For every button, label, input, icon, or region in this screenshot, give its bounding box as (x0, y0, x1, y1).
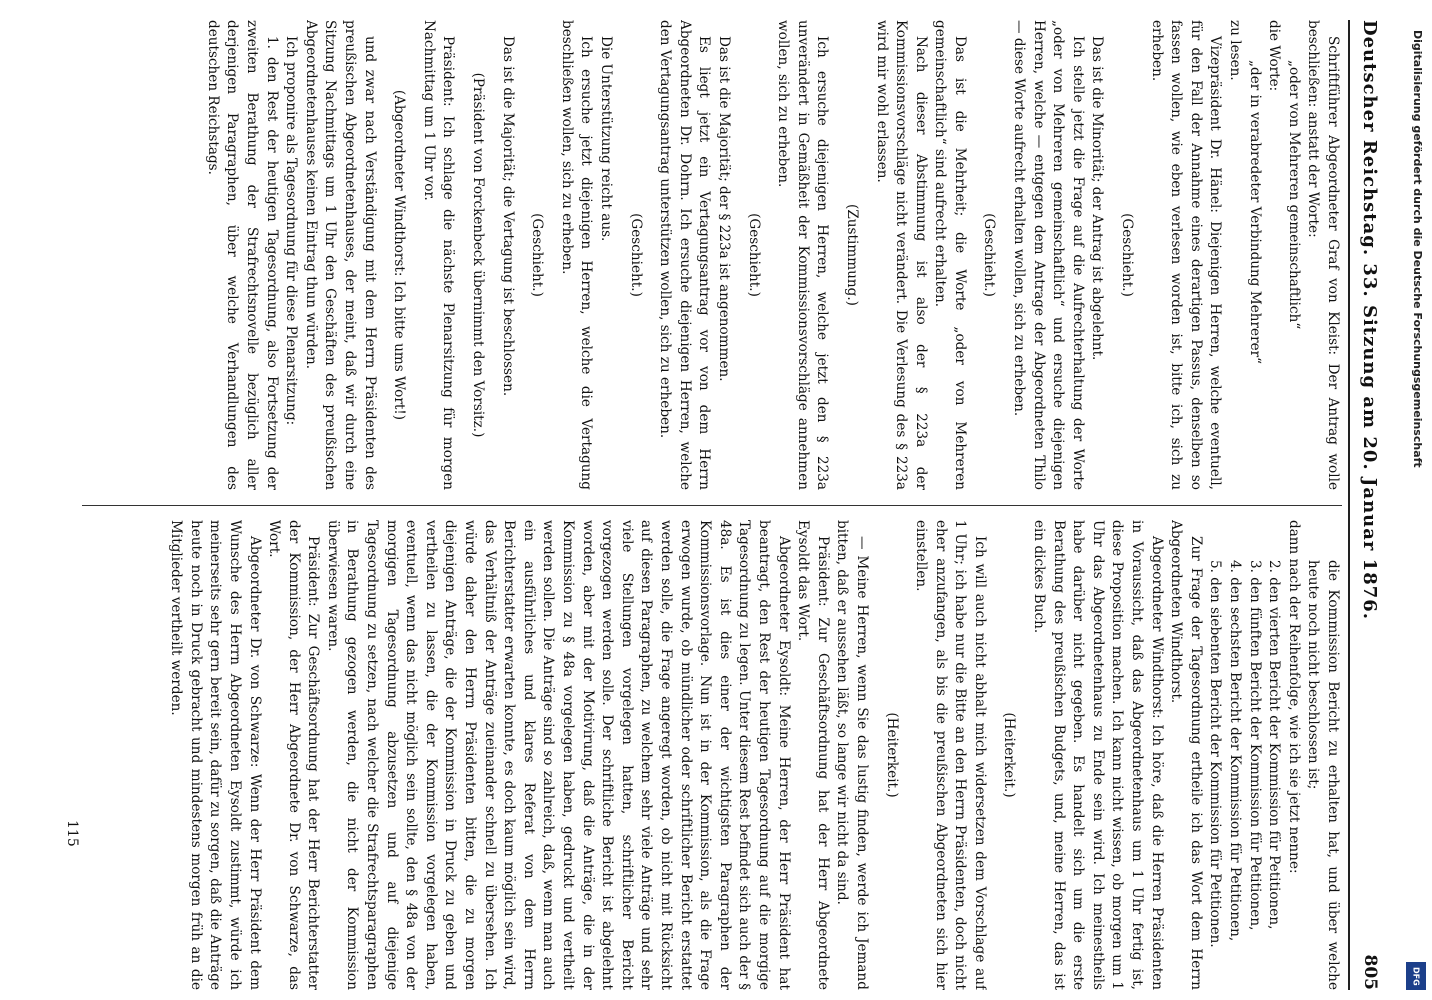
text-paragraph: Präsident: Zur Geschäftsordnung hat der Herr Abgeordnete Eysoldt das Wort. (795, 520, 831, 990)
text-paragraph: Ich will auch nicht abhalt mich widersetzen dem Vorschlage auf 1 Uhr; ich habe nur die Bitte an den Herrn Präsidenten, doch nicht eher anzufangen, als bis die preußischen Abgeordneten sich hier einstellen. (913, 520, 988, 990)
text-paragraph: und zwar nach Verständigung mit dem Herrn Präsidenten des preußischen Abgeordnetenhauses, der meint, daß wir durch eine Sitzung Nachmittags um 1 Uhr den Geschäften des preußischen Abgeordnetenhauses keinen Eintrag thun würden. (302, 20, 378, 490)
column-divider (82, 505, 1342, 506)
text-paragraph: 5. den siebenten Bericht der Kommission für Petitionen. (1207, 560, 1224, 948)
text-paragraph: Nach dieser Abstimmung ist also der § 223a der Kommissionsvorschläge nicht verändert. Die Verlesung des § 223a wird mir wohl erlassen. (873, 20, 929, 490)
text-paragraph: Abgeordneter Dr. von Schwarze: Wenn der Herr Präsident dem Wunsche des Herrn Abgeordneten Eysoldt zustimmt, würde ich meinerseits sehr gern bereit sein, dafür zu sorgen, daß die Anträge heute noch in Druck gebracht und mindestens morgen früh an die Mitglieder vertheilt werden. (168, 520, 263, 990)
text-paragraph: (Geschieht.) (745, 213, 762, 297)
text-paragraph: (Abgeordneter Windthorst: Ich bitte ums Wort!) (391, 89, 408, 421)
text-paragraph: Präsident: Zur Geschäftsordnung hat der Herr Berichterstatter der Kommission, der Herr Abgeordnete Dr. von Schwarze, das Wort. (266, 520, 322, 990)
text-paragraph: (Geschieht.) (1119, 213, 1136, 297)
right-text-column (22, 520, 1342, 990)
text-paragraph: die Worte: (1266, 20, 1283, 92)
text-paragraph: Das ist die Majorität; der § 223a ist angenommen. (715, 36, 732, 382)
text-paragraph: (Geschieht.) (981, 213, 998, 297)
text-paragraph: (Geschieht.) (627, 213, 644, 297)
text-paragraph: „oder von Mehreren gemeinschaftlich“ (1285, 60, 1302, 330)
text-paragraph: 1. den Rest der heutigen Tagesordnung, also Fortsetzung der zweiten Berathung der Strafrechtsnovelle bezüglich aller derjenigen Paragraphen, über welche Verhandlungen des deutschen Reichstags. (204, 20, 280, 490)
signature-number: 115 (64, 820, 80, 847)
text-paragraph: „der in verabredeter Verbindung Mehrerer“ (1246, 60, 1263, 365)
text-paragraph: Die Unterstützung reicht aus. (598, 36, 614, 242)
text-paragraph: (Präsident von Forckenbeck übernimmt den Vorsitz.) (470, 72, 487, 438)
text-paragraph: (Geschieht.) (529, 213, 546, 297)
text-paragraph: Vizepräsident Dr. Hänel: Diejenigen Herren, welche eventuell, für den Fall der Annahme eines derartigen Passus, denselben so fassen wollen, wie eben verlesen worden ist, bitte ich, sich zu erheben. (1148, 20, 1224, 490)
digitization-note (1402, 0, 1432, 1000)
text-paragraph: Das ist die Majorität; die Vertagung ist beschlossen. (499, 36, 516, 397)
text-paragraph: (Heiterkeit.) (883, 712, 900, 798)
running-title: Deutscher Reichstag. 33. Sitzung am 20. Januar 1876. (1359, 20, 1380, 621)
text-paragraph: Abgeordneter Eysoldt: Meine Herren, der Herr Präsident hat beantragt, den Rest der heutigen Tagesordnung auf die morgige Tagesordnung zu legen. Unter diesem Rest befindet sich auch der § 48a. Es ist dies einer der wichtigsten Paragraphen der Kommissionsvorlage. Nun ist in der Kommission, als die Frage erwogen wurde, ob mündlicher oder schriftlicher Bericht erstattet werden solle, die Frage angeregt worden, ob nicht mit Rücksicht auf diesen Paragraphen, zu welchem sehr viele Anträge und sehr viele Stellungen vorgelegen hatten, schriftlicher Bericht vorgezogen werden solle. Der schriftliche Bericht ist abgelehnt worden, aber mit der Motivirung, daß die Anträge, die in der Kommission zu § 48a vorgelegen haben, gedruckt und vertheilt werden sollen. Die Anträge sind so zahlreich, daß, wenn man auch ein ausführliches und klares Referat von dem Herrn Berichterstatter erwarten konnte, es doch kaum möglich sein wird, das Verhältniß der Anträge zueinander schnell zu übersehen. Ich würde daher den Herrn Präsidenten bitten, die zu morgen diejenigen Anträge, die der Kommission in Druck zu geben und vertheilen zu lassen, die der Kommission vorgelegen haben, eventuell, wenn das nicht möglich sein sollte, den § 48a von der morgigen Tagesordnung abzusetzen und auf diejenige Tagesordnung zu setzen, nach welcher die Strafrechtsparagraphen in Berathung gezogen werden, die nicht der Kommission überwiesen waren. (324, 520, 792, 990)
text-paragraph: Ich ersuche jetzt diejenigen Herren, welche die Vertagung beschließen wollen, sich zu erheben. (558, 20, 595, 490)
page-number: 805 (1360, 954, 1380, 990)
text-paragraph: Präsident: Ich schlage die nächste Plenarsitzung für morgen Nachmittag um 1 Uhr vor. (420, 20, 457, 490)
text-paragraph: Es liegt jetzt ein Vertagungsantrag vor von dem Herrn Abgeordneten Dr. Dohrn. Ich ersuche diejenigen Herren, welche den Vertagungsantrag unterstützen wollen, sich zu erheben. (657, 20, 713, 490)
text-paragraph: Zur Frage der Tagesordnung ertheile ich das Wort dem Herrn Abgeordneten Windthorst. (1168, 520, 1204, 990)
text-paragraph: zu lesen. (1227, 20, 1244, 81)
text-paragraph: (Zustimmung.) (843, 204, 860, 306)
dfg-logo-text: DFG (1411, 966, 1421, 986)
text-paragraph: 2. den vierten Bericht der Kommission für Petitionen, (1266, 560, 1283, 930)
text-paragraph: dann nach der Reihenfolge, wie ich sie jetzt nenne: (1285, 520, 1302, 874)
text-paragraph: Das ist die Mehrheit; die Worte „oder von Mehreren gemeinschaftlich“ sind aufrecht erhalten. (932, 20, 968, 490)
text-paragraph: Schriftführer Abgeordneter Graf von Kleist: Der Antrag wolle beschließen: anstatt der Worte: (1305, 20, 1341, 490)
text-paragraph: Abgeordneter Windthorst: Ich höre, daß die Herren Präsidenten in Voraussicht, daß das Abgeordnetenhaus um 1 Uhr fertig ist, diese Proposition machen. Ich kann nicht wissen, ob morgen um 1 Uhr das Abgeordnetenhaus zu Ende sein wird. Ich meinestheils habe darüber nicht gegeben. Es handelt sich um die erste Berathung des preußischen Budgets, und, meine Herren, das ist ein dickes Buch. (1031, 520, 1165, 990)
text-paragraph: 3. den fünften Bericht der Kommission für Petitionen, (1246, 560, 1263, 931)
digitization-note-text: Digitalisierung gefördert durch die Deutsche Forschungsgemeinschaft (1411, 30, 1424, 468)
text-paragraph: die Kommission Bericht zu erhalten hat, und über welche heute noch nicht beschlossen ist; (1305, 560, 1341, 990)
text-paragraph: Ich ersuche diejenigen Herren, welche jetzt den § 223a unverändert in Gemäßheit der Kommissionsvorschläge annehmen wollen, sich zu erheben. (775, 20, 831, 490)
text-paragraph: (Heiterkeit.) (1001, 712, 1018, 798)
left-text-column (22, 20, 1342, 490)
page-header (1348, 20, 1384, 990)
text-paragraph: Das ist die Minorität; der Antrag ist abgelehnt. (1089, 36, 1106, 361)
text-paragraph: Ich proponire als Tagesordnung für diese Plenarsitzung: (283, 36, 300, 426)
dfg-logo (1406, 962, 1426, 990)
text-paragraph: Ich stelle jetzt die Frage auf die Aufrechterhaltung der Worte „oder von Mehreren gemeinschaftlich“ und ersuche diejenigen Herren, welche — entgegen dem Antrage der Abgeordneten Thilo — diese Worte aufrecht erhalten wollen, sich zu erheben. (1011, 20, 1086, 490)
text-paragraph: — Meine Herren, wenn Sie das lustig finden, werde ich Jemand bitten, daß er aussehen läßt, so lange wir nicht da sind. (834, 520, 870, 990)
text-paragraph: 4. den sechsten Bericht der Kommission für Petitionen, (1227, 560, 1244, 942)
